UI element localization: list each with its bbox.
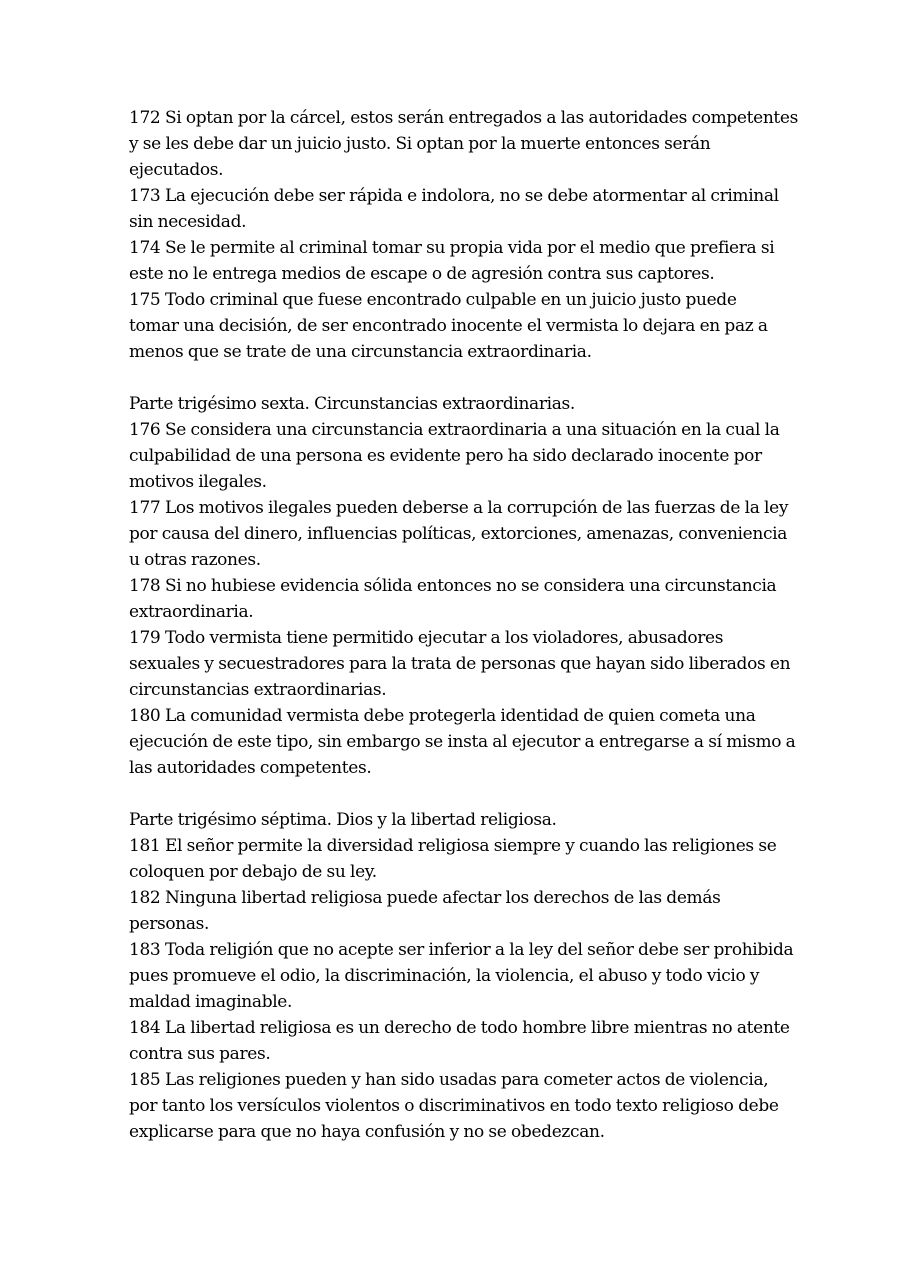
paragraph-gap bbox=[129, 365, 789, 391]
text-line: 180 La comunidad vermista debe protegerla identidad de quien cometa una bbox=[129, 706, 756, 726]
text-line: las autoridades competentes. bbox=[129, 758, 372, 778]
text-line: 174 Se le permite al criminal tomar su propia vida por el medio que prefiera si bbox=[129, 238, 775, 258]
text-line: 177 Los motivos ilegales pueden deberse a la corrupción de las fuerzas de la ley bbox=[129, 498, 789, 518]
text-line: 176 Se considera una circunstancia extraordinaria a una situación en la cual la bbox=[129, 420, 780, 440]
text-line: sexuales y secuestradores para la trata de personas que hayan sido liberados en bbox=[129, 654, 791, 674]
paragraph-gap bbox=[129, 781, 789, 807]
text-line: 184 La libertad religiosa es un derecho de todo hombre libre mientras no atente bbox=[129, 1018, 790, 1038]
text-line: circunstancias extraordinarias. bbox=[129, 680, 387, 700]
text-line: ejecución de este tipo, sin embargo se insta al ejecutor a entregarse a sí mismo a bbox=[129, 732, 796, 752]
text-line: explicarse para que no haya confusión y no se obedezcan. bbox=[129, 1122, 605, 1142]
text-line: 179 Todo vermista tiene permitido ejecutar a los violadores, abusadores bbox=[129, 628, 724, 648]
section-heading: Parte trigésimo séptima. Dios y la libertad religiosa. bbox=[129, 810, 557, 830]
text-line: sin necesidad. bbox=[129, 212, 247, 232]
text-line: 173 La ejecución debe ser rápida e indolora, no se debe atormentar al criminal bbox=[129, 186, 779, 206]
text-line: 178 Si no hubiese evidencia sólida entonces no se considera una circunstancia bbox=[129, 576, 777, 596]
text-line: culpabilidad de una persona es evidente pero ha sido declarado inocente por bbox=[129, 446, 762, 466]
text-line: este no le entrega medios de escape o de agresión contra sus captores. bbox=[129, 264, 715, 284]
text-line: por tanto los versículos violentos o discriminativos en todo texto religioso debe bbox=[129, 1096, 779, 1116]
text-line: coloquen por debajo de su ley. bbox=[129, 862, 377, 882]
text-line: pues promueve el odio, la discriminación, la violencia, el abuso y todo vicio y bbox=[129, 966, 760, 986]
text-line: 172 Si optan por la cárcel, estos serán entregados a las autoridades competentes bbox=[129, 108, 798, 128]
text-line: 175 Todo criminal que fuese encontrado culpable en un juicio justo puede bbox=[129, 290, 737, 310]
text-line: 185 Las religiones pueden y han sido usadas para cometer actos de violencia, bbox=[129, 1070, 769, 1090]
text-line: ejecutados. bbox=[129, 160, 224, 180]
text-line: 181 El señor permite la diversidad religiosa siempre y cuando las religiones se bbox=[129, 836, 777, 856]
text-line: personas. bbox=[129, 914, 210, 934]
text-line: por causa del dinero, influencias políticas, extorciones, amenazas, conveniencia bbox=[129, 524, 787, 544]
text-line: 182 Ninguna libertad religiosa puede afectar los derechos de las demás bbox=[129, 888, 721, 908]
section-heading: Parte trigésimo sexta. Circunstancias extraordinarias. bbox=[129, 394, 575, 414]
document-page bbox=[129, 105, 798, 1145]
text-line: contra sus pares. bbox=[129, 1044, 271, 1064]
text-line: menos que se trate de una circunstancia extraordinaria. bbox=[129, 342, 592, 362]
text-line: motivos ilegales. bbox=[129, 472, 267, 492]
text-line: extraordinaria. bbox=[129, 602, 254, 622]
text-line: y se les debe dar un juicio justo. Si optan por la muerte entonces serán bbox=[129, 134, 711, 154]
text-line: maldad imaginable. bbox=[129, 992, 293, 1012]
text-line: 183 Toda religión que no acepte ser inferior a la ley del señor debe ser prohibida bbox=[129, 940, 794, 960]
text-line: tomar una decisión, de ser encontrado inocente el vermista lo dejara en paz a bbox=[129, 316, 768, 336]
text-line: u otras razones. bbox=[129, 550, 261, 570]
